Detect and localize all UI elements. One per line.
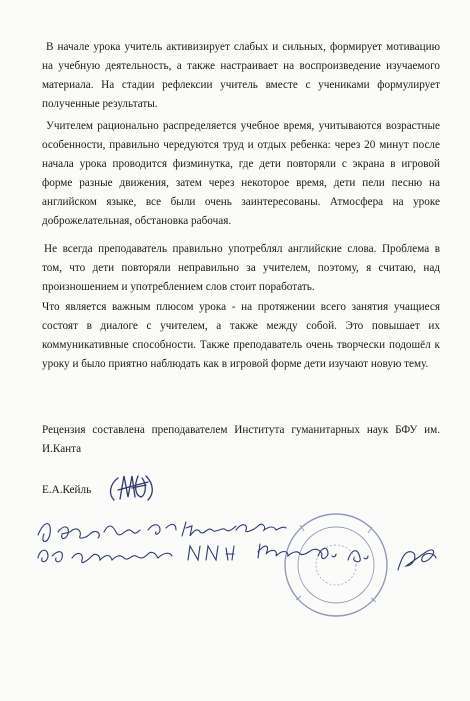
paragraph-lesson-start: В начале урока учитель активизирует слабых и сильных, формирует мотивацию на учебную деятельность, а также настраивает на воспроизведение изучаемого материала. На стадии рефлексии учитель вместе с учениками формулирует полученные результаты. [42,41,440,110]
author-name: Е.А.Кейль [42,484,92,496]
author-signature [111,476,153,500]
handwritten-certification [38,522,436,570]
paragraph-pronunciation: Не всегда преподаватель правильно употреблял английские слова. Проблема в том, что дети повторяли неправильно за учителем, поэтому, я считаю, над произношением и употреблением слов стоит поработать. [42,243,440,293]
paragraph-time-allocation: Учителем рационально распределяется учебное время, учитываются возрастные особенности, правильно чередуются труд и отдых ребенка: через 20 минут после начала урока проводится физминутка, где дети повторяли с экрана в игровой форме разные движения, затем через некоторое время, дети пели песню на английском языке, все были очень заинтересованы. Атмосфера на уроке доброжелательная, обстановка рабочая. [42,120,440,227]
paragraph-advantages: Что является важным плюсом урока - на протяжении всего занятия учащиеся состоят в диалоге с учителем, а также между собой. Это повышает их коммуникативные способности. Также преподаватель очень творчески подошёл к уроку и было приятно наблюдать как в игровой форме дети изучают новую тему. [42,301,440,370]
review-note: Рецензия составлена преподавателем Института гуманитарных наук БФУ им. И.Канта [42,424,440,455]
institute-stamp [285,514,387,616]
